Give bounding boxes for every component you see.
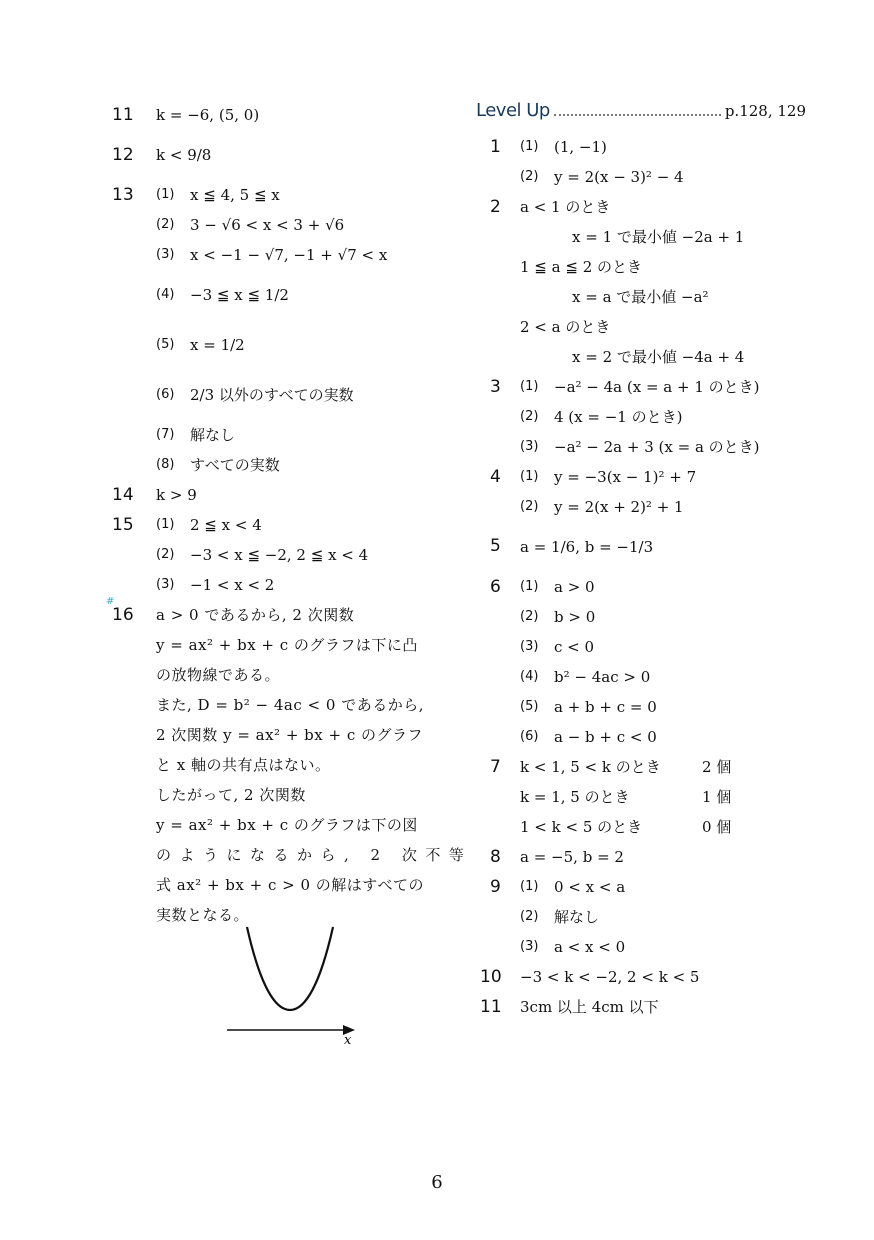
- sub-answer: (7) 解なし: [156, 426, 236, 444]
- sub-answer: (1) x ≦ 4, 5 ≦ x: [156, 186, 280, 204]
- answer-number: 3: [490, 377, 501, 397]
- sub-answer: (3) x < −1 − √7, −1 + √7 < x: [156, 246, 388, 264]
- answer-14: [112, 480, 442, 510]
- sub-answer: (2) 3 − √6 < x < 3 + √6: [156, 216, 345, 234]
- sub-answer: (6) 2/3 以外のすべての実数: [156, 386, 354, 404]
- sub-answer: (4) −3 ≦ x ≦ 1/2: [156, 286, 289, 304]
- answer-number: 12: [112, 145, 134, 165]
- x-axis-label: x: [344, 1033, 352, 1048]
- levelup-5: 5 a = 1/6, b = −1/3: [476, 522, 806, 572]
- answer-12: [112, 134, 442, 176]
- answer-number: 4: [490, 467, 501, 487]
- level-up-header: [476, 100, 806, 130]
- answer-number: 8: [490, 847, 501, 867]
- answer-11: [112, 100, 442, 130]
- leader-dots: [554, 113, 721, 116]
- answer-number: 14: [112, 485, 134, 505]
- answer-number: 16: [112, 605, 134, 625]
- page-reference: p.128, 129: [724, 102, 806, 120]
- answer-number: 6: [490, 577, 501, 597]
- answer-number: 11: [112, 105, 134, 125]
- sub-answer: (2) −3 < x ≦ −2, 2 ≦ x < 4: [156, 546, 369, 564]
- parabola-graph: [225, 925, 360, 1050]
- sub-answer: (1) 2 ≦ x < 4: [156, 516, 262, 534]
- sub-answer: (8) すべての実数: [156, 456, 280, 474]
- answer-number: 9: [490, 877, 501, 897]
- right-column: [476, 100, 806, 1022]
- levelup-1: 1 (1) (1, −1) (2) y = 2(x − 3)² − 4: [476, 132, 806, 192]
- levelup-10: 10 −3 < k < −2, 2 < k < 5: [476, 962, 806, 992]
- section-mark: #: [106, 596, 115, 607]
- levelup-6: 6 (1) a > 0 (2) b > 0 (3) c < 0 (4) b² − 4ac > 0 (5) a + b + c = 0 (6) a − b + c < 0: [476, 572, 806, 752]
- left-column: [112, 100, 473, 930]
- sub-answer: (5) x = 1/2: [156, 336, 245, 354]
- levelup-11: 11 3cm 以上 4cm 以下: [476, 992, 806, 1022]
- answer-15: [112, 510, 442, 600]
- levelup-4: 4 (1) y = −3(x − 1)² + 7 (2) y = 2(x + 2)² + 1: [476, 462, 806, 522]
- answer-number: 5: [490, 536, 501, 556]
- answer-number: 10: [480, 967, 502, 987]
- levelup-2-cont: 1 ≦ a ≦ 2 のとき x = a で最小値 −a² 2 < a のとき x = 2 で最小値 −4a + 4: [520, 258, 745, 366]
- answer-16: 16 a > 0 であるから, 2 次関数 y = ax² + bx + c のグラフは下に凸 の放物線である。 また, D = b² − 4ac < 0 であるから, 2 次関数 y = ax² + bx + c のグラフ と x 軸の共有点はない。 したがって, 2 次関数 y = ax² + bx + c のグラフは下の図 のようになるから, 2 次不等 式 ax² + bx + c > 0 の解はすべての 実数となる。: [112, 600, 442, 930]
- answer-number: 7: [490, 757, 501, 777]
- page-number: 6: [431, 1172, 443, 1193]
- answer-text: k = −6, (5, 0): [156, 106, 260, 124]
- levelup-9: 9 (1) 0 < x < a (2) 解なし (3) a < x < 0: [476, 872, 806, 962]
- levelup-3: 3 (1) −a² − 4a (x = a + 1 のとき) (2) 4 (x = −1 のとき) (3) −a² − 2a + 3 (x = a のとき): [476, 372, 806, 462]
- levelup-7: 7 k < 1, 5 < k のとき 2 個 k = 1, 5 のとき 1 個 1 < k < 5 のとき 0 個: [476, 752, 806, 842]
- answer-13: [112, 180, 442, 480]
- parabola-curve: [247, 927, 333, 1010]
- sub-answer: (3) −1 < x < 2: [156, 576, 275, 594]
- answer-number: 15: [112, 515, 134, 535]
- answer-text: k > 9: [156, 486, 197, 504]
- answer-number: 1: [490, 137, 501, 157]
- levelup-2: 2 a < 1 のとき x = 1 で最小値 −2a + 1: [476, 192, 806, 252]
- answer-number: 13: [112, 185, 134, 205]
- answer-number: 11: [480, 997, 502, 1017]
- answer-number: 2: [490, 197, 501, 217]
- levelup-8: 8 a = −5, b = 2: [476, 842, 806, 872]
- answer-text: k < 9/8: [156, 146, 212, 164]
- level-up-title: Level Up: [476, 100, 550, 121]
